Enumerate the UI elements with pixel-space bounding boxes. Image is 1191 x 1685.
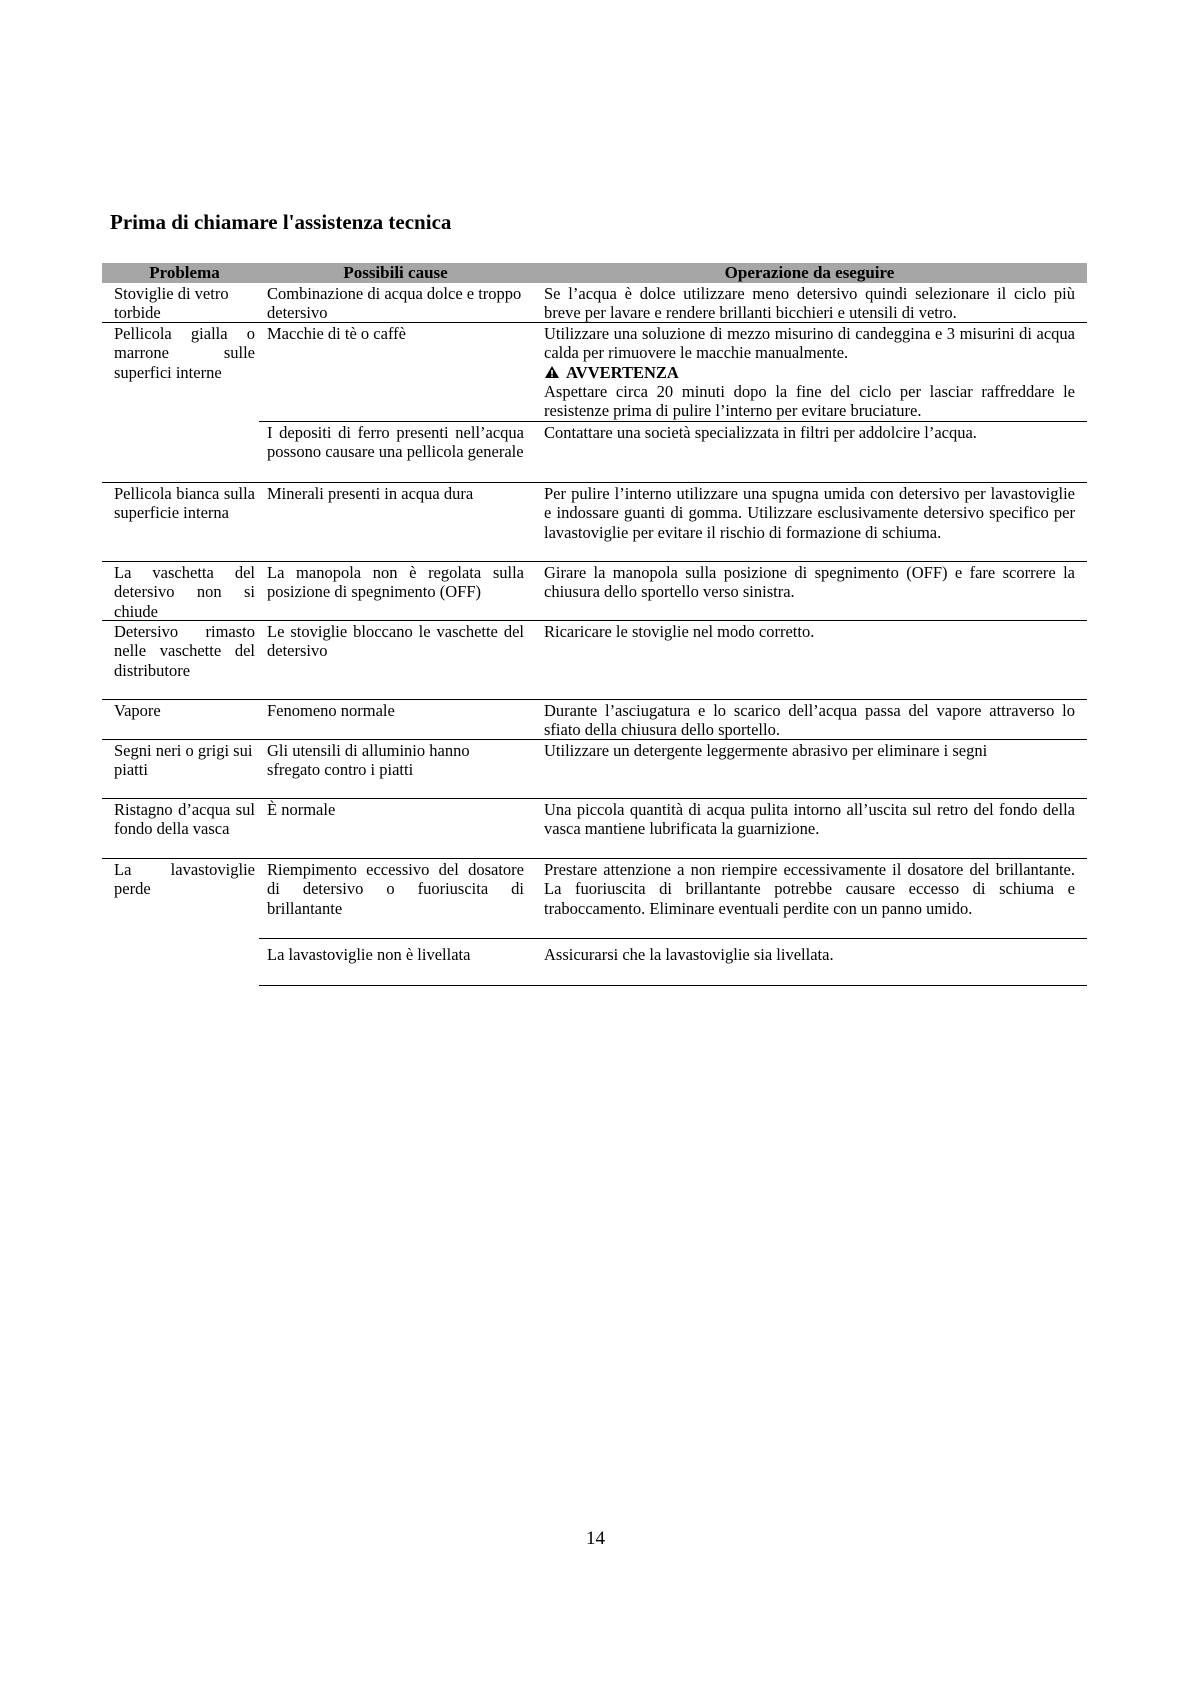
cause-cell: Fenomeno normale xyxy=(267,701,395,720)
action-cell: Prestare attenzione a non riempire eccessivamente il dosatore del brillantante. La fuoriuscita di brillantante potrebbe causare eccesso di schiuma e traboccamento. Eliminare eventuali perdite con un panno umido. xyxy=(544,860,1075,918)
table-row xyxy=(102,859,1087,986)
table-row xyxy=(102,621,1087,700)
action-cell: Girare la manopola sulla posizione di spegnimento (OFF) e fare scorrere la chiusura dello sportello verso sinistra. xyxy=(544,563,1075,602)
action-cell: Ricaricare le stoviglie nel modo corretto. xyxy=(544,622,815,641)
cause-cell: È normale xyxy=(267,800,336,819)
cause-cell: Macchie di tè o caffè xyxy=(267,324,406,343)
table-row xyxy=(102,799,1087,859)
problem-cell: Stoviglie di vetro torbide xyxy=(114,284,229,323)
cause-cell: La manopola non è regolata sulla posizione di spegnimento (OFF) xyxy=(267,563,524,602)
page-number: 14 xyxy=(586,1528,605,1549)
header-problem: Problema xyxy=(149,263,220,282)
header-causes: Possibili cause xyxy=(343,263,448,282)
action-cell: Durante l’asciugatura e lo scarico dell’acqua passa del vapore attraverso lo sfiato della chiusura dello sportello. xyxy=(544,701,1075,740)
problem-cell: Pellicola bianca sulla superficie interna xyxy=(114,484,255,523)
cause-cell: Minerali presenti in acqua dura xyxy=(267,484,474,503)
table-header xyxy=(102,263,1087,283)
table-row xyxy=(102,323,1087,483)
action-cell: Assicurarsi che la lavastoviglie sia livellata. xyxy=(544,945,834,964)
table-row xyxy=(102,562,1087,621)
action-cell: Se l’acqua è dolce utilizzare meno detersivo quindi selezionare il ciclo più breve per lavare e rendere brillanti bicchieri e utensili di vetro. xyxy=(544,284,1075,323)
action-cell: Una piccola quantità di acqua pulita intorno all’uscita sul retro del fondo della vasca mantiene lubrificata la guarnizione. xyxy=(544,800,1075,839)
table-row xyxy=(102,283,1087,323)
cause-cell: Gli utensili di alluminio hanno sfregato contro i piatti xyxy=(267,741,470,780)
warning-heading xyxy=(544,363,1075,382)
action-cell: Utilizzare una soluzione di mezzo misurino di candeggina e 3 misurini di acqua calda per rimuovere le macchie manualmente. xyxy=(544,324,1075,363)
problem-cell: Ristagno d’acqua sul fondo della vasca xyxy=(114,800,255,839)
table-row xyxy=(102,700,1087,740)
action-cell: Contattare una società specializzata in filtri per addolcire l’acqua. xyxy=(544,423,977,442)
cause-cell: Le stoviglie bloccano le vaschette del detersivo xyxy=(267,622,524,661)
problem-cell: La lavastoviglie perde xyxy=(114,860,255,899)
troubleshooting-table xyxy=(102,263,1087,986)
action-cell: Per pulire l’interno utilizzare una spugna umida con detersivo per lavastoviglie e indossare guanti di gomma. Utilizzare esclusivamente detersivo specifico per lavastoviglie per evitare il rischio di formazione di schiuma. xyxy=(544,484,1075,542)
action-cell: Utilizzare un detergente leggermente abrasivo per eliminare i segni xyxy=(544,741,988,760)
header-action: Operazione da eseguire xyxy=(724,263,895,282)
cause-cell: I depositi di ferro presenti nell’acqua possono causare una pellicola generale xyxy=(267,423,524,462)
table-row xyxy=(102,740,1087,799)
cause-cell: La lavastoviglie non è livellata xyxy=(267,945,471,964)
cause-cell: Combinazione di acqua dolce e troppo detersivo xyxy=(267,284,522,323)
warning-icon xyxy=(544,365,560,379)
problem-cell: Pellicola gialla o marrone sulle superfici interne xyxy=(114,324,255,382)
warning-title: AVVERTENZA xyxy=(566,362,679,382)
table-row xyxy=(102,483,1087,562)
warning-text: Aspettare circa 20 minuti dopo la fine del ciclo per lasciar raffreddare le resistenze prima di pulire l’interno per evitare bruciature. xyxy=(544,381,1075,421)
problem-cell: Segni neri o grigi sui piatti xyxy=(114,741,253,780)
cause-cell: Riempimento eccessivo del dosatore di detersivo o fuoriuscita di brillantante xyxy=(267,860,524,918)
page-title: Prima di chiamare l'assistenza tecnica xyxy=(110,210,452,234)
problem-cell: La vaschetta del detersivo non si chiude xyxy=(114,563,255,621)
problem-cell: Detersivo rimasto nelle vaschette del distributore xyxy=(114,622,255,680)
problem-cell: Vapore xyxy=(114,701,161,720)
